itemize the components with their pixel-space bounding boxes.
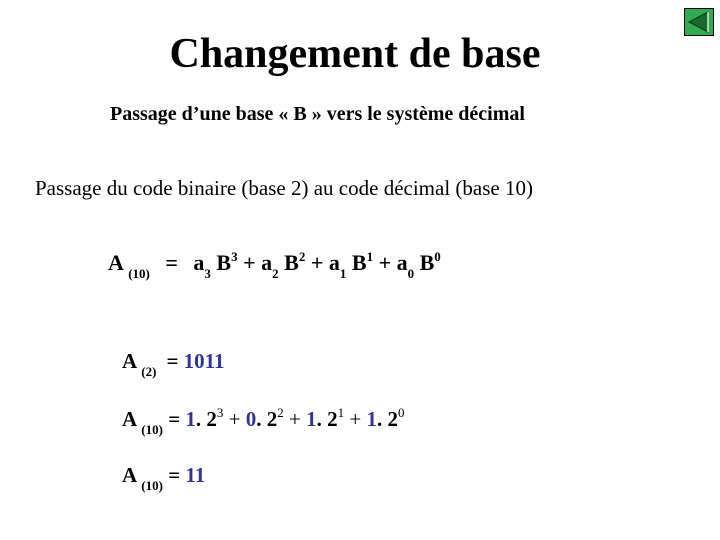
page-title: Changement de base (169, 31, 541, 77)
back-arrow-icon (685, 9, 713, 35)
intro-text: Passage du code binaire (base 2) au code décimal (base 10) (35, 176, 533, 200)
formula-term: $a_0$ $B^0$ (396, 249, 441, 281)
example-line-expansion: A $_{(10)}$ = 1. $2^3 + 0$. $2^2 + 1$. $2^1 + 1$. $2^0$ (122, 405, 405, 437)
example-line-binary: A $_{(2)}$ = 1011 (122, 349, 225, 379)
decimal-result: 11 (185, 463, 206, 487)
back-button[interactable] (684, 8, 714, 36)
formula-plus: + (243, 250, 256, 275)
binary-value: 1011 (183, 349, 225, 373)
formula-term: $a_1$ $B^1$ (328, 249, 374, 281)
formula-plus: + (378, 250, 392, 275)
general-formula (108, 249, 441, 281)
subtitle: Passage d’une base « B » vers le système décimal (110, 103, 525, 125)
formula-eq: = (165, 250, 178, 275)
formula-plus: + (310, 250, 324, 275)
formula-lhs-sub: (10) (128, 266, 150, 281)
formula-lhs: A (108, 250, 123, 275)
formula-term: $a_2$ $B^2$ (261, 249, 306, 281)
example-line-result: A $_{(10)}$ = 11 (122, 463, 206, 493)
formula-term: $a_3$ $B^3$ (193, 249, 238, 281)
